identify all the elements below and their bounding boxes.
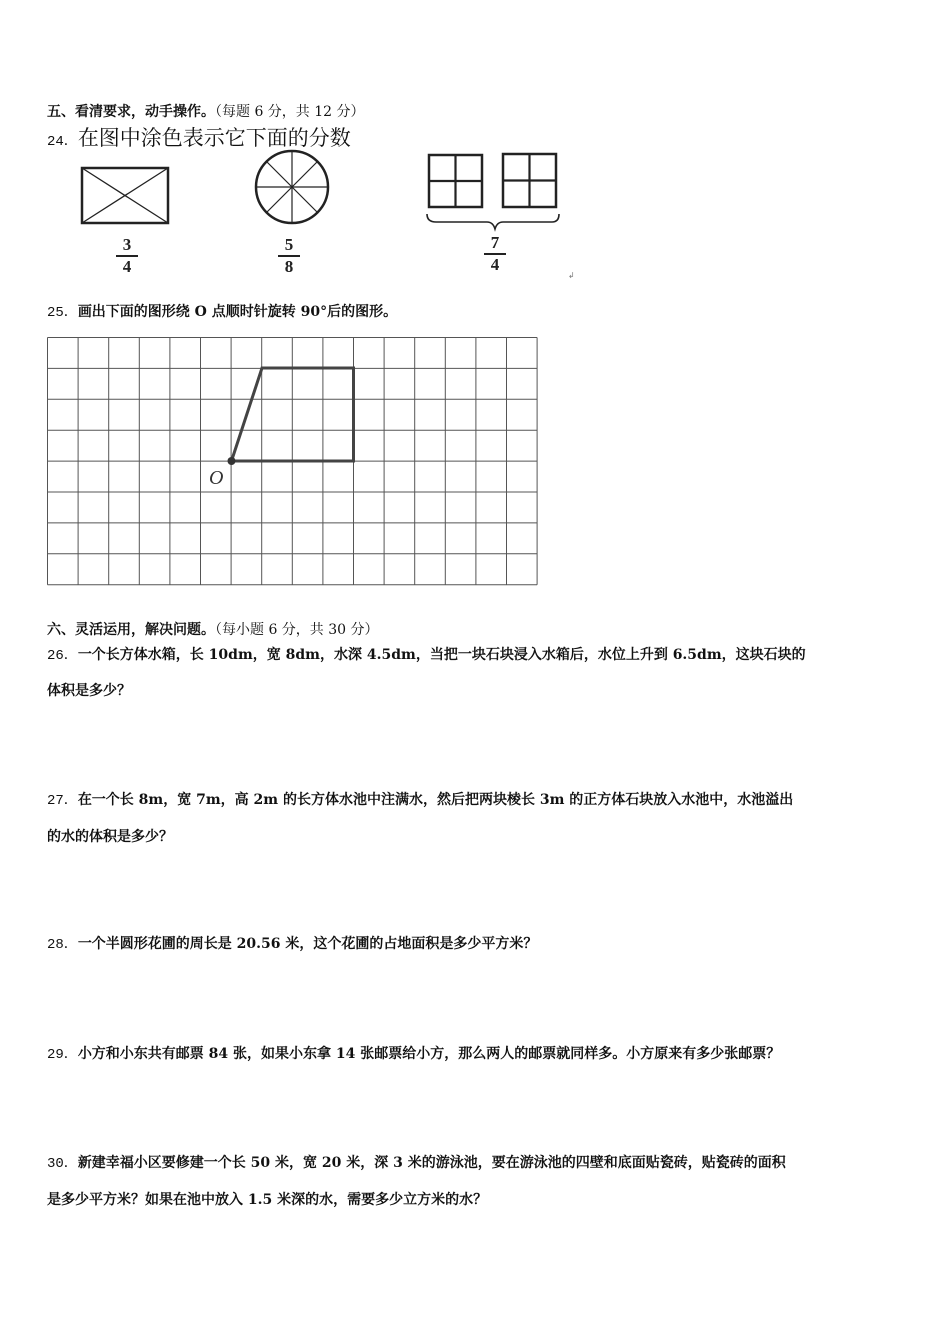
rotation-grid-svg <box>46 336 538 588</box>
question-25-number: 25． <box>47 305 78 321</box>
question-29-line-1 <box>47 1044 780 1065</box>
fraction-3-denominator: 4 <box>490 255 500 274</box>
circle-eighths <box>256 151 328 223</box>
question-26-text-1: 一个长方体水箱，长 10dm，宽 8dm，水深 4.5dm，当把一块石块浸入水箱后，水位上升到 6.5dm，这块石块的 <box>77 647 806 663</box>
fraction-three-quarters <box>112 236 142 276</box>
point-o-dot <box>228 457 236 465</box>
fraction-2-denominator: 8 <box>284 257 294 276</box>
question-27-text-1: 在一个长 8m，宽 7m，高 2m 的长方体水池中注满水，然后把两块棱长 3m 的正方体石块放入水池中，水池溢出 <box>77 792 794 808</box>
fraction-five-eighths <box>274 236 304 276</box>
section-6-points: （每小题 6 分，共 30 分） <box>215 622 379 638</box>
fraction-3-numerator: 7 <box>490 233 500 252</box>
question-26-line-2 <box>47 681 131 701</box>
question-30-line-1 <box>47 1153 786 1174</box>
question-24-text: 在图中涂色表示它下面的分数 <box>77 126 351 150</box>
question-27-line-2 <box>47 827 173 847</box>
rectangle-with-diagonals <box>82 168 168 223</box>
fraction-seven-quarters <box>480 234 510 274</box>
question-25-text: 画出下面的图形绕 O 点顺时针旋转 90°后的图形。 <box>77 304 398 320</box>
brace <box>427 214 559 229</box>
question-25 <box>47 302 397 323</box>
fraction-1-numerator: 3 <box>122 235 132 254</box>
question-28-line-1 <box>47 934 537 955</box>
question-26-number: 26． <box>47 648 78 664</box>
question-24-figure <box>46 148 586 282</box>
question-26-text-2: 体积是多少？ <box>47 683 131 699</box>
section-5-heading <box>47 102 365 122</box>
question-27-text-2: 的水的体积是多少？ <box>47 829 173 845</box>
question-28-text-1: 一个半圆形花圃的周长是 20.56 米，这个花圃的占地面积是多少平方米？ <box>77 936 538 952</box>
question-29-text-1: 小方和小东共有邮票 84 张，如果小东拿 14 张邮票给小方，那么两人的邮票就同样多。小方原来有多少张邮票？ <box>77 1046 781 1062</box>
question-27-line-1 <box>47 790 793 811</box>
question-30-text-1: 新建幸福小区要修建一个长 50 米，宽 20 米，深 3 米的游泳池，要在游泳池的四壁和底面贴瓷砖，贴瓷砖的面积 <box>77 1155 786 1171</box>
question-27-number: 27． <box>47 793 78 809</box>
question-30-text-2: 是多少平方米？如果在池中放入 1.5 米深的水，需要多少立方米的水？ <box>47 1192 488 1208</box>
section-6-heading <box>47 620 379 640</box>
fraction-1-denominator: 4 <box>122 257 132 276</box>
question-29-number: 29． <box>47 1047 78 1063</box>
question-24-number: 24． <box>47 134 78 150</box>
question-30-line-2 <box>47 1190 487 1210</box>
scan-mark: ↲ <box>568 271 575 280</box>
two-squares-quarters <box>429 154 556 207</box>
section-6-title: 六、灵活运用，解决问题。 <box>47 622 215 638</box>
question-26-line-1 <box>47 645 806 666</box>
fraction-2-numerator: 5 <box>284 235 294 254</box>
question-28-number: 28． <box>47 937 78 953</box>
point-o-label: O <box>209 467 224 489</box>
section-5-title: 五、看清要求，动手操作。 <box>47 104 215 120</box>
question-30-number: 30． <box>47 1156 78 1172</box>
section-5-points: （每题 6 分，共 12 分） <box>215 104 365 120</box>
rotation-grid-figure <box>46 336 538 588</box>
